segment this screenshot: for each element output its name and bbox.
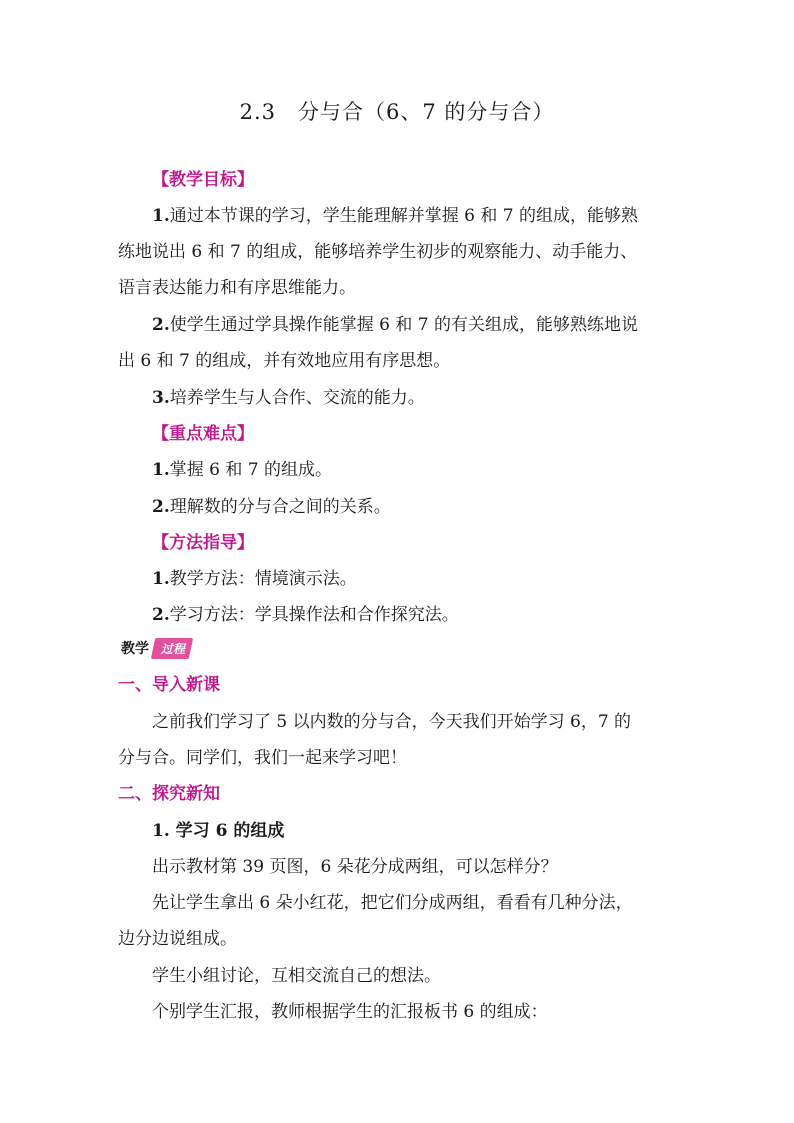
- teaching-process-badge: [118, 637, 191, 659]
- method-2: 2.学习方法：学具操作法和合作探究法。: [152, 605, 459, 625]
- badge-left-text: 教学: [118, 638, 152, 658]
- section-2-paragraph-4: 个别学生汇报，教师根据学生的汇报板书 6 的组成：: [152, 1002, 548, 1022]
- title-text: 分与合（6、7 的分与合）: [298, 100, 555, 124]
- objective-1-line-1: 1.通过本节课的学习，学生能理解并掌握 6 和 7 的组成，能够熟: [152, 206, 638, 226]
- method-1: 1.教学方法：情境演示法。: [152, 569, 357, 589]
- objective-1-line-2: 练地说出 6 和 7 的组成，能够培养学生初步的观察能力、动手能力、: [118, 242, 638, 262]
- key-point-2: 2.理解数的分与合之间的关系。: [152, 497, 391, 517]
- section-1-line-2: 分与合。同学们，我们一起来学习吧！: [118, 748, 407, 768]
- key-point-1: 1.掌握 6 和 7 的组成。: [152, 460, 332, 480]
- objective-2-line-2: 出 6 和 7 的组成，并有效地应用有序思想。: [118, 351, 451, 371]
- section-2-subheading: 1. 学习 6 的组成: [152, 821, 285, 841]
- section-2-paragraph-1: 出示教材第 39 页图，6 朵花分成两组，可以怎样分？: [152, 857, 558, 877]
- heading-key-points: 【重点难点】: [152, 424, 254, 444]
- badge-right-tag: 过程: [151, 638, 193, 659]
- heading-methods: 【方法指导】: [152, 533, 254, 553]
- section-2-title: 二、探究新知: [118, 784, 220, 804]
- section-number: 2.3: [239, 100, 276, 124]
- section-2-paragraph-3: 学生小组讨论，互相交流自己的想法。: [152, 966, 441, 986]
- section-2-paragraph-2-line-2: 边分边说组成。: [118, 929, 237, 949]
- objective-2-line-1: 2.使学生通过学具操作能掌握 6 和 7 的有关组成，能够熟练地说: [152, 315, 638, 335]
- section-2-paragraph-2-line-1: 先让学生拿出 6 朵小红花，把它们分成两组，看看有几种分法，: [152, 893, 633, 913]
- page-title: [0, 96, 794, 126]
- objective-3: 3.培养学生与人合作、交流的能力。: [152, 388, 425, 408]
- heading-objectives: 【教学目标】: [152, 170, 254, 190]
- objective-1-line-3: 语言表达能力和有序思维能力。: [118, 278, 356, 298]
- section-1-title: 一、导入新课: [118, 675, 220, 695]
- section-1-line-1: 之前我们学习了 5 以内数的分与合，今天我们开始学习 6，7 的: [152, 712, 632, 732]
